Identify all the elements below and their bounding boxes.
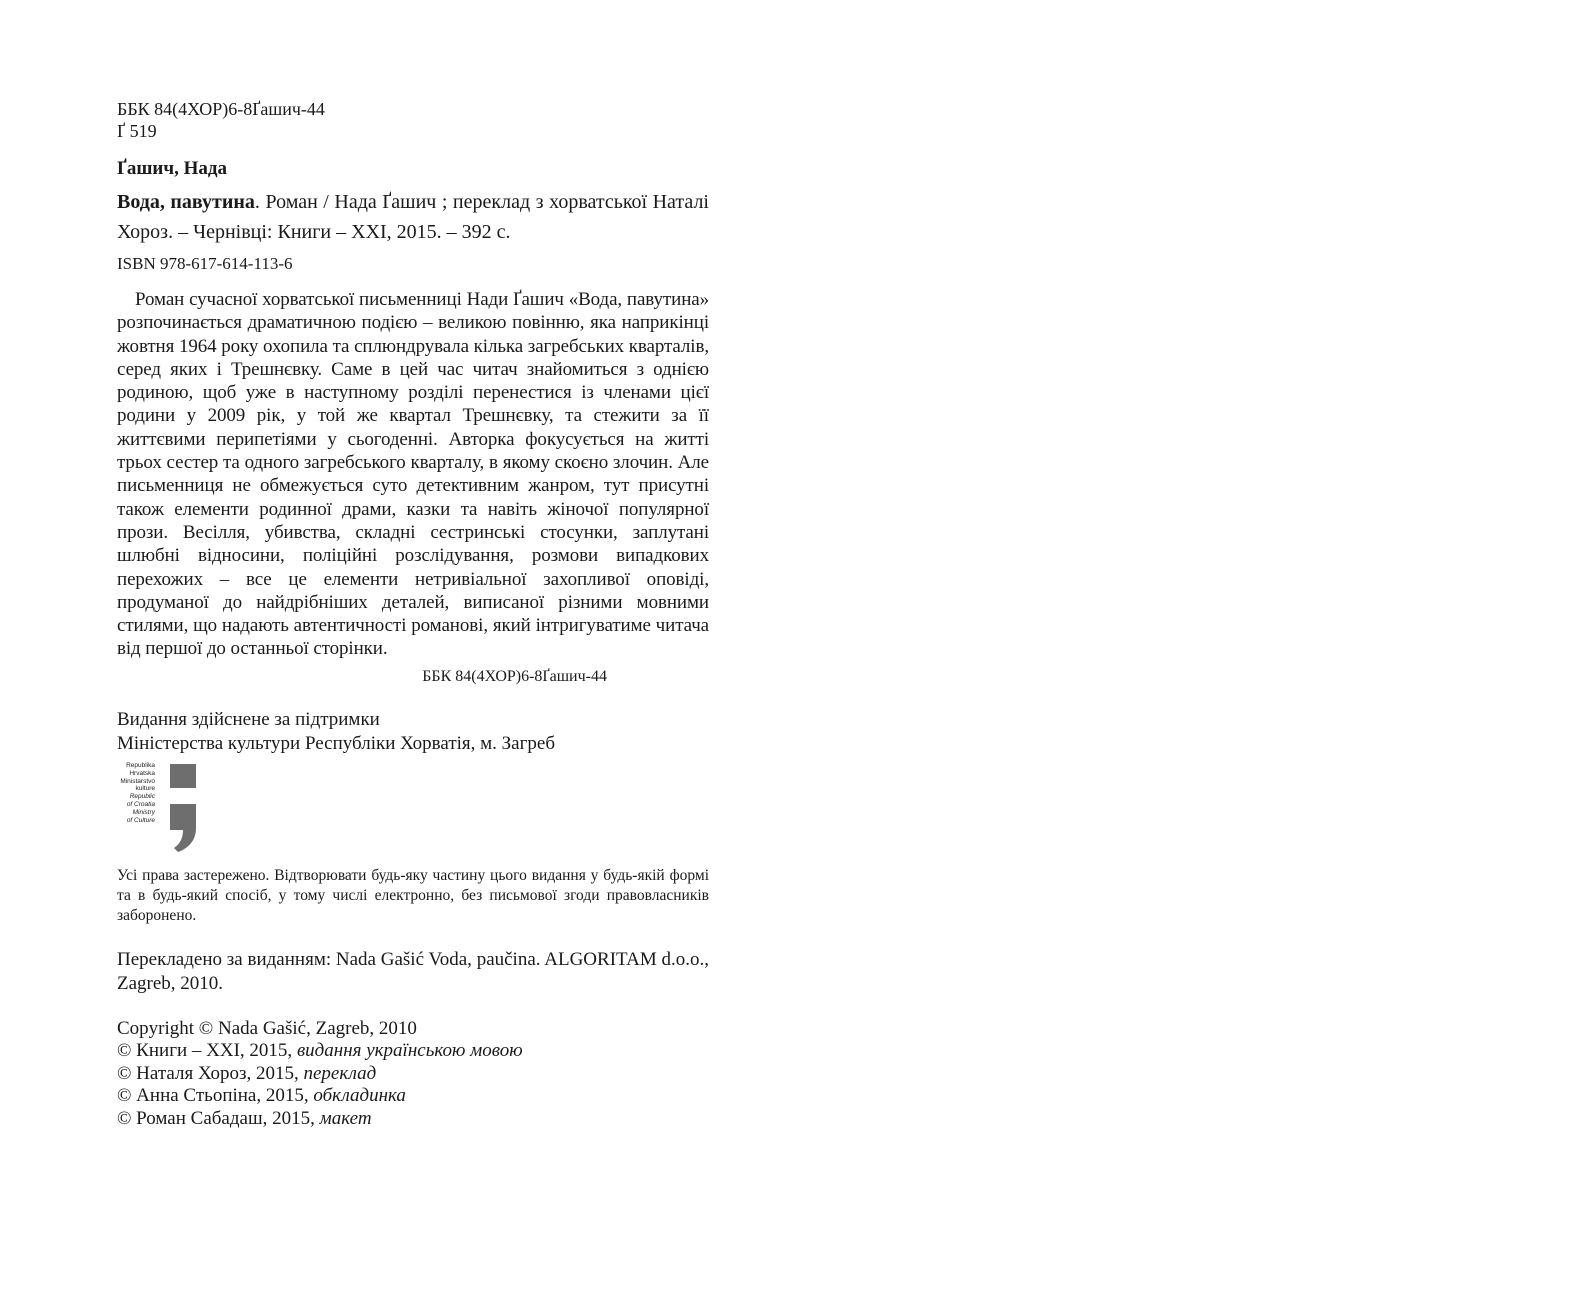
copyright-role: обкладинка — [313, 1085, 406, 1107]
copyright-role: видання українською мовою — [296, 1040, 523, 1062]
logo-caption-line: kulture — [135, 785, 155, 793]
book-title: Вода, павутина — [117, 191, 255, 213]
support-note — [117, 708, 709, 756]
rights-notice: Усі права застережено. Відтворювати будь-яку частину цього видання у будь-якій формі та в будь-який спосіб, у тому числі електронно, без письмової згоди правовласників заборонено. — [117, 866, 709, 924]
support-line-2: Міністерства культури Республіки Хорватія, м. Загреб — [117, 732, 556, 754]
logo-caption-line: of Croatia — [126, 801, 155, 809]
comma-mark-icon — [169, 764, 197, 852]
logo-caption-line: Ministarstvo — [120, 777, 155, 785]
translated-from: Перекладено за виданням: Nada Gašić Voda, paučina. ALGORITAM d.o.o., Zagreb, 2010. — [117, 948, 709, 994]
support-line-1: Видання здійснене за підтримки — [117, 708, 380, 730]
copyright-text: © Роман Сабадаш, 2015, — [117, 1107, 320, 1129]
copyright-text: © Книги – ХХІ, 2015, — [117, 1040, 297, 1062]
author-sign: Ґ 519 — [117, 121, 157, 141]
annotation: Роман сучасної хорватської письменниці Нади Ґашич «Вода, павутина» розпочинається драматичною подією – великою повінню, яка наприкінці жовтня 1964 року охопила та сплюндрувала кілька загребських кварталів, серед яких і Трешнєвку. Саме в цей час читач знайомиться з однією родиною, щоб уже в наступному розділі перенестися із членами цієї родини у 2009 рік, у той же квартал Трешнєвку, та стежити за її життєвими перипетіями у сьогоденні. Авторка фокусується на житті трьох сестер та одного загребського кварталу, в якому скоєно злочин. Але письменниця не обмежується суто детективним жанром, тут присутні також елементи родинної драми, казки та навіть жіночої популярної прози. Весілля, убивства, складні сестринські стосунки, заплутані шлюбні відносини, поліційні розслідування, розмови випадкових перехожих – все це елементи нетривіальної захопливої оповіді, продуманої до найдрібніших деталей, виписаної різними мовними стилями, що надають автентичності романові, який інтригуватиме читача від першої до останньої сторінки. — [117, 289, 709, 660]
copyright-text: © Анна Стьопіна, 2015, — [117, 1085, 314, 1107]
copyright-block — [117, 1018, 709, 1131]
classification-codes — [117, 98, 709, 142]
ministry-of-culture-logo — [117, 760, 709, 852]
copyright-line — [117, 1063, 709, 1086]
bbk-code: ББК 84(4ХОР)6-8Ґашич-44 — [117, 99, 325, 119]
copyright-line — [117, 1108, 709, 1131]
isbn: ISBN 978-617-614-113-6 — [117, 254, 293, 273]
author-heading: Ґашич, Нада — [117, 158, 227, 179]
bibliographic-details: . Роман / Нада Ґашич ; переклад з хорватської Наталі Хороз. – Чернівці: Книги – ХХІ, 2015. – 392 с. — [117, 191, 709, 243]
copyright-line — [117, 1085, 709, 1108]
copyright-text: © Наталя Хороз, 2015, — [117, 1062, 304, 1084]
copyright-text: Copyright © Nada Gašić, Zagreb, 2010 — [117, 1017, 417, 1039]
copyright-role: макет — [319, 1107, 372, 1129]
logo-caption-line: Republika — [126, 761, 155, 769]
bibliographic-description — [117, 187, 709, 247]
imprint-column — [117, 98, 709, 1130]
annotation-bbk-code: ББК 84(4ХОР)6-8Ґашич-44 — [422, 667, 607, 685]
copyright-line — [117, 1018, 709, 1041]
logo-caption-line: Hrvatska — [129, 769, 155, 777]
logo-caption — [117, 762, 155, 825]
logo-caption-line: of Culture — [126, 817, 155, 825]
logo-caption-line: Ministry — [132, 809, 155, 817]
copyright-role: переклад — [303, 1062, 377, 1084]
logo-caption-line: Republic — [129, 793, 155, 801]
copyright-line — [117, 1040, 709, 1063]
